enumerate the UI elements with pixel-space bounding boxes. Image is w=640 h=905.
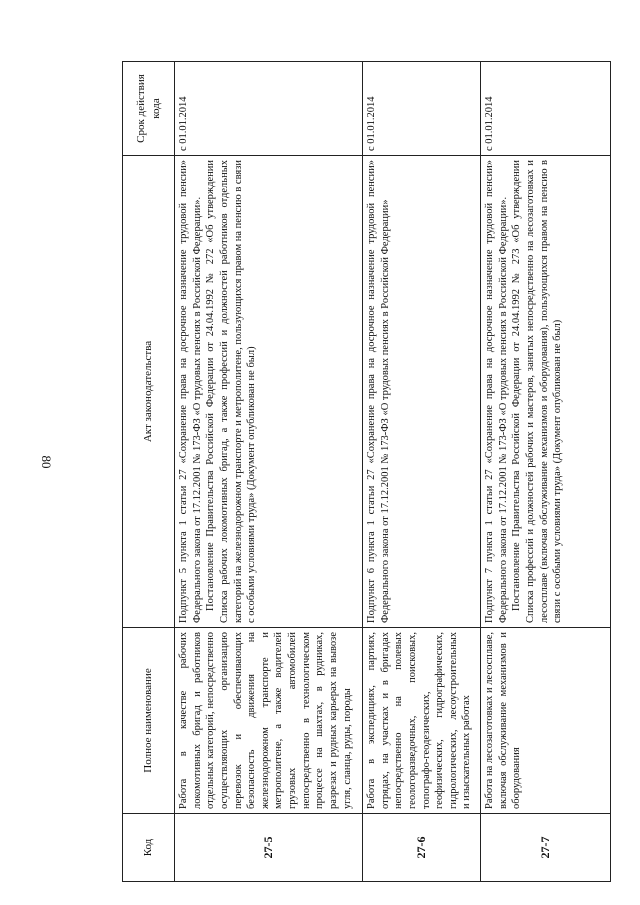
row-name: Работа в экспедициях, партиях, отрядах, на участках и в бригадах непосредственно на полевых геологоразведочных, поисковых, топографо-геодезических, геофизических, гидрографических, гидрологических, лесоустроительных и изыскательных работах bbox=[363, 628, 481, 814]
row-code: 27-7 bbox=[481, 814, 611, 882]
act-paragraph: Подпункт 6 пункта 1 статьи 27 «Сохранение права на досрочное назначение трудовой пенсии» Федерального закона от 17.12.2001 № 173-ФЗ «О трудовых пенсиях в Российской Федерации» bbox=[366, 160, 391, 623]
row-name: Работа на лесозаготовках и лесосплаве, включая обслуживание механизмов и оборудования bbox=[481, 628, 611, 814]
act-paragraph: Подпункт 5 пункта 1 статьи 27 «Сохранение права на досрочное назначение трудовой пенсии» Федерального закона от 17.12.2001 № 173-ФЗ «О трудовых пенсиях в Российской Федерации». bbox=[178, 160, 203, 623]
table-row bbox=[363, 62, 481, 882]
table-row bbox=[175, 62, 363, 882]
row-act bbox=[175, 156, 363, 628]
act-paragraph: Подпункт 7 пункта 1 статьи 27 «Сохранение права на досрочное назначение трудовой пенсии» Федерального закона от 17.12.2001 № 173-ФЗ «О трудовых пенсиях в Российской Федерации». bbox=[484, 160, 509, 623]
act-paragraph: Постановление Правительства Российской Федерации от 24.04.1992 № 273 «Об утверждении Списка профессий и должностей рабочих и мастеров, занятых непосредственно на лесозаготовках и лесосплаве (включая обслуживание механизмов и оборудования), пользующихся правом на пенсию в связи с особыми условиями труда» (Документ опубликован не был) bbox=[511, 160, 564, 623]
act-paragraph: Постановление Правительства Российской Федерации от 24.04.1992 № 272 «Об утверждении Списка рабочих локомотивных бригад, а также профессий и должностей работников отдельных категорий на железнодорожном транспорте и метрополитене, пользующихся правом на пенсию в связи с особыми условиями труда» (Документ опубликован не был) bbox=[205, 160, 258, 623]
table-row bbox=[481, 62, 611, 882]
page-number: 80 bbox=[39, 455, 54, 469]
rotated-table-sheet bbox=[122, 62, 564, 882]
row-code: 27-5 bbox=[175, 814, 363, 882]
row-date: с 01.01.2014 bbox=[175, 62, 363, 156]
row-act bbox=[481, 156, 611, 628]
row-name: Работа в качестве рабочих локомотивных бригад и работников отдельных категорий, непосредственно осуществляющих организацию перевозок и обеспечивающих безопасность движения на железнодорожном транспорте и метрополитене, а также водителей грузовых автомобилей непосредственно в технологическом процессе на шахтах, в рудниках, разрезах и рудных карьерах на вывозе угля, сланца, руды, породы bbox=[175, 628, 363, 814]
row-act bbox=[363, 156, 481, 628]
header-act: Акт законодательства bbox=[123, 156, 175, 628]
table-header-row bbox=[123, 62, 175, 882]
row-date: с 01.01.2014 bbox=[363, 62, 481, 156]
header-name: Полное наименование bbox=[123, 628, 175, 814]
row-code: 27-6 bbox=[363, 814, 481, 882]
legislation-code-table bbox=[122, 61, 611, 882]
header-code: Код bbox=[123, 814, 175, 882]
row-date: с 01.01.2014 bbox=[481, 62, 611, 156]
header-date: Срок действия кода bbox=[123, 62, 175, 156]
